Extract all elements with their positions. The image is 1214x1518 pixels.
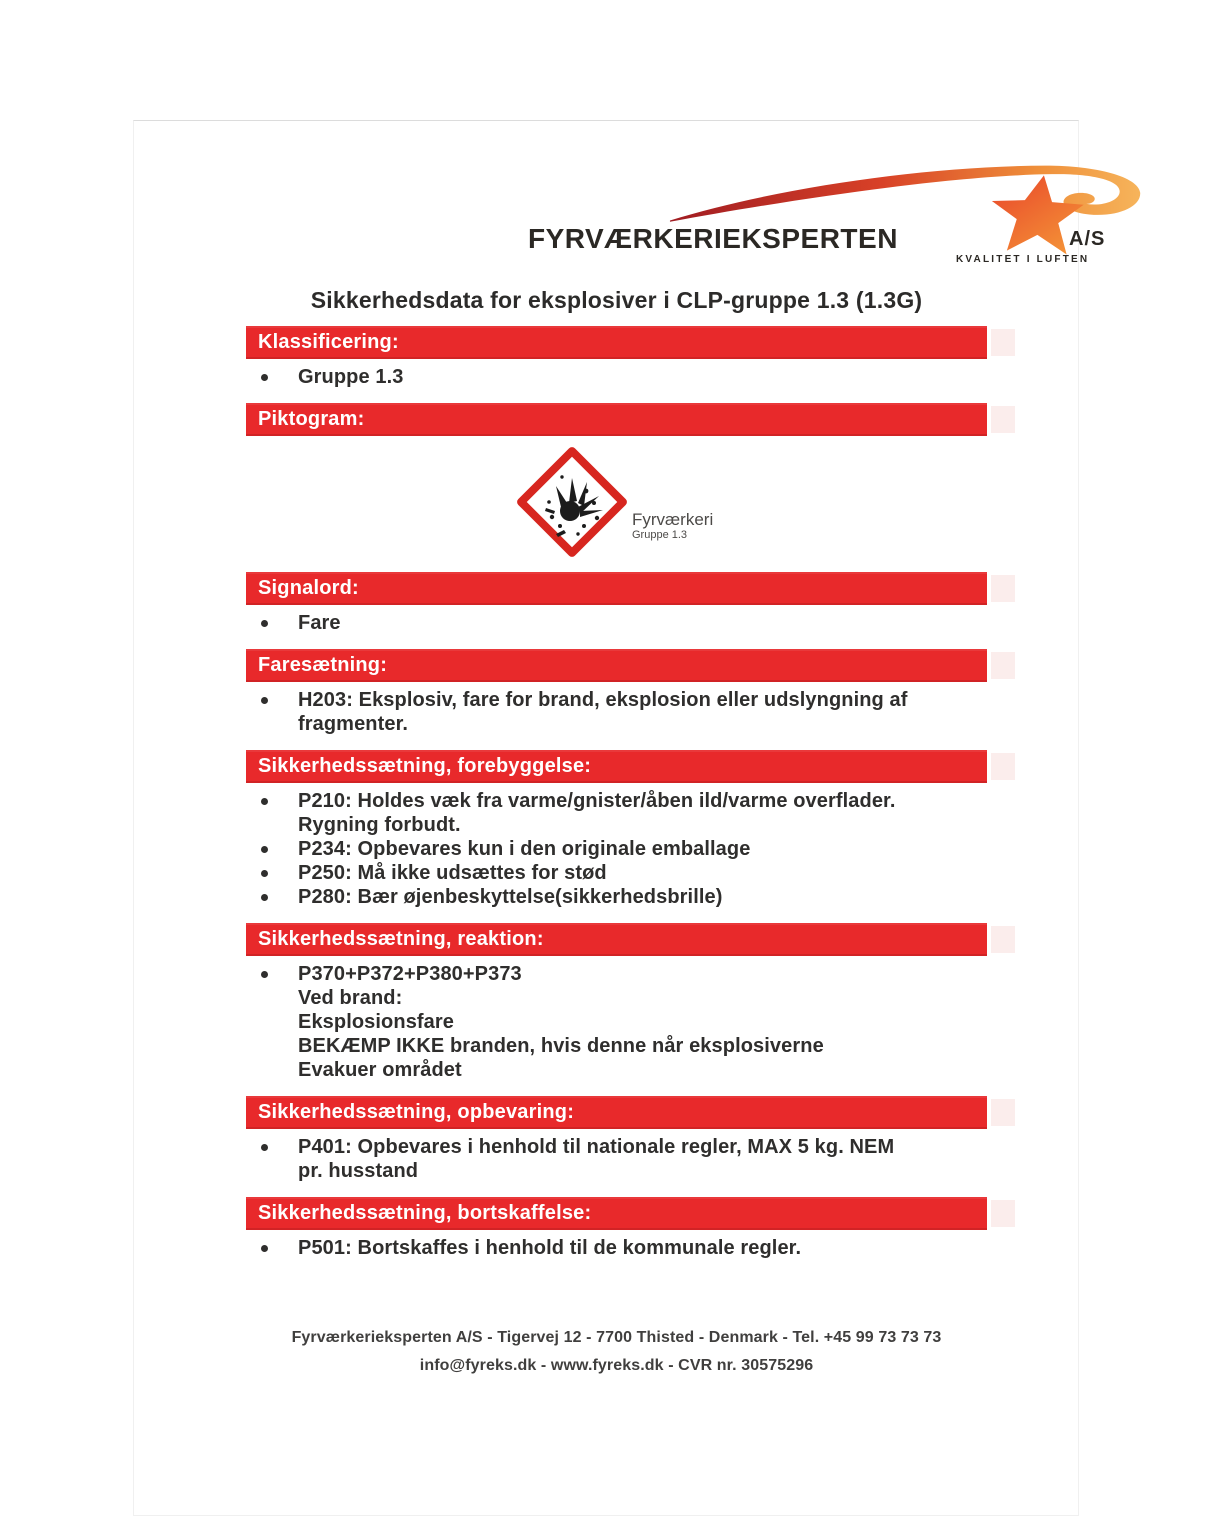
bullet-item (246, 885, 987, 909)
section-body (246, 1230, 987, 1262)
section-body (246, 956, 987, 1084)
bullet-line: Ved brand: (298, 987, 403, 1009)
bullet-item (246, 837, 987, 861)
bullet-dot (246, 789, 298, 837)
bullet-text (298, 962, 824, 1082)
bullet-text (298, 1135, 894, 1183)
section-header-bar (246, 403, 987, 436)
bullet-item (246, 1135, 987, 1183)
bullet-dot (246, 885, 298, 909)
section (246, 649, 987, 738)
bullet-line: P210: Holdes væk fra varme/gnister/åben ild/varme overflader. (298, 790, 896, 812)
document-content (246, 121, 987, 1380)
bullet-line: fragmenter. (298, 713, 409, 735)
pictogram-sublabel: Gruppe 1.3 (632, 529, 688, 541)
bullet-dot (246, 837, 298, 861)
bullet-text (298, 837, 750, 861)
footer-address-line: Fyrværkerieksperten A/S - Tigervej 12 - 7700 Thisted - Denmark - Tel. +45 99 73 73 73 (291, 1329, 942, 1346)
section-body (246, 359, 987, 391)
section (246, 572, 987, 637)
bullet-text (298, 789, 895, 837)
bullet-item (246, 611, 987, 635)
explosive-diamond-icon (516, 446, 628, 558)
bullet-line: P250: Må ikke udsættes for stød (298, 862, 607, 884)
section-header-bar (246, 572, 987, 605)
section-header-label: Piktogram: (258, 408, 365, 430)
section-header-bar (246, 1197, 987, 1230)
bullet-line: Rygning forbudt. (298, 814, 461, 836)
bullet-text (298, 688, 908, 736)
section (246, 326, 987, 391)
section-body (246, 783, 987, 911)
bullet-line: Gruppe 1.3 (298, 366, 404, 388)
logo-tagline: KVALITET I LUFTEN (956, 254, 1090, 265)
section-body (246, 1129, 987, 1185)
bullet-dot (246, 365, 298, 389)
bullet-line: P234: Opbevares kun i den originale emballage (298, 838, 751, 860)
pictogram-labels (632, 510, 713, 542)
bullet-item (246, 688, 987, 736)
section-header-bar (246, 923, 987, 956)
section-header-label: Signalord: (258, 577, 359, 599)
bullet-dot (246, 1236, 298, 1260)
section (246, 750, 987, 911)
section-header-label: Sikkerhedssætning, reaktion: (258, 928, 544, 950)
bullet-text (298, 1236, 801, 1260)
bullet-dot (246, 861, 298, 885)
bullet-item (246, 789, 987, 837)
bullet-dot (246, 688, 298, 736)
section-header-bar (246, 750, 987, 783)
section-body (246, 436, 987, 560)
bullet-item (246, 365, 987, 389)
section (246, 403, 987, 560)
bullet-line: P370+P372+P380+P373 (298, 963, 522, 985)
bullet-text (298, 861, 607, 885)
bullet-text (298, 885, 723, 909)
ghs-pictogram-block (516, 446, 987, 558)
bullet-item (246, 962, 987, 1082)
section-header-bar (246, 1096, 987, 1129)
bullet-line: pr. husstand (298, 1160, 419, 1182)
logo-suffix-text: A/S (1069, 228, 1106, 250)
bullet-line: Evakuer området (298, 1059, 462, 1081)
section-header-bar (246, 326, 987, 359)
sections-container (246, 326, 987, 1262)
bullet-dot (246, 962, 298, 1082)
bullet-line: P501: Bortskaffes i henhold til de kommunale regler. (298, 1237, 802, 1259)
section-body (246, 605, 987, 637)
section-header-label: Sikkerhedssætning, bortskaffelse: (258, 1202, 592, 1224)
bullet-line: Fare (298, 612, 341, 634)
document-title: Sikkerhedsdata for eksplosiver i CLP-gruppe 1.3 (1.3G) (310, 287, 923, 313)
bullet-dot (246, 611, 298, 635)
footer (246, 1324, 987, 1380)
section (246, 1096, 987, 1185)
bullet-line: P401: Opbevares i henhold til nationale regler, MAX 5 kg. NEM (298, 1136, 895, 1158)
section-header-bar (246, 649, 987, 682)
document-page (133, 120, 1106, 1516)
bullet-item (246, 861, 987, 885)
bullet-line: H203: Eksplosiv, fare for brand, eksplosion eller udslyngning af (298, 689, 908, 711)
section (246, 923, 987, 1084)
bullet-line: P280: Bær øjenbeskyttelse(sikkerhedsbrille) (298, 886, 723, 908)
bullet-dot (246, 1135, 298, 1183)
section-header-label: Faresætning: (258, 654, 388, 676)
section-header-label: Sikkerhedssætning, opbevaring: (258, 1101, 575, 1123)
section-header-label: Sikkerhedssætning, forebyggelse: (258, 755, 592, 777)
pictogram-label: Fyrværkeri (632, 510, 714, 529)
bullet-text (298, 365, 403, 389)
bullet-text (298, 611, 341, 635)
bullet-line: BEKÆMP IKKE branden, hvis denne når eksplosiverne (298, 1035, 824, 1057)
bullet-line: Eksplosionsfare (298, 1011, 455, 1033)
section (246, 1197, 987, 1262)
section-header-label: Klassificering: (258, 331, 399, 353)
footer-contact-line: info@fyreks.dk - www.fyreks.dk - CVR nr. 30575296 (419, 1357, 814, 1374)
logo-brand-text: FYRVÆRKERIEKSPERTEN (528, 223, 898, 254)
section-body (246, 682, 987, 738)
bullet-item (246, 1236, 987, 1260)
company-logo (528, 157, 1150, 283)
